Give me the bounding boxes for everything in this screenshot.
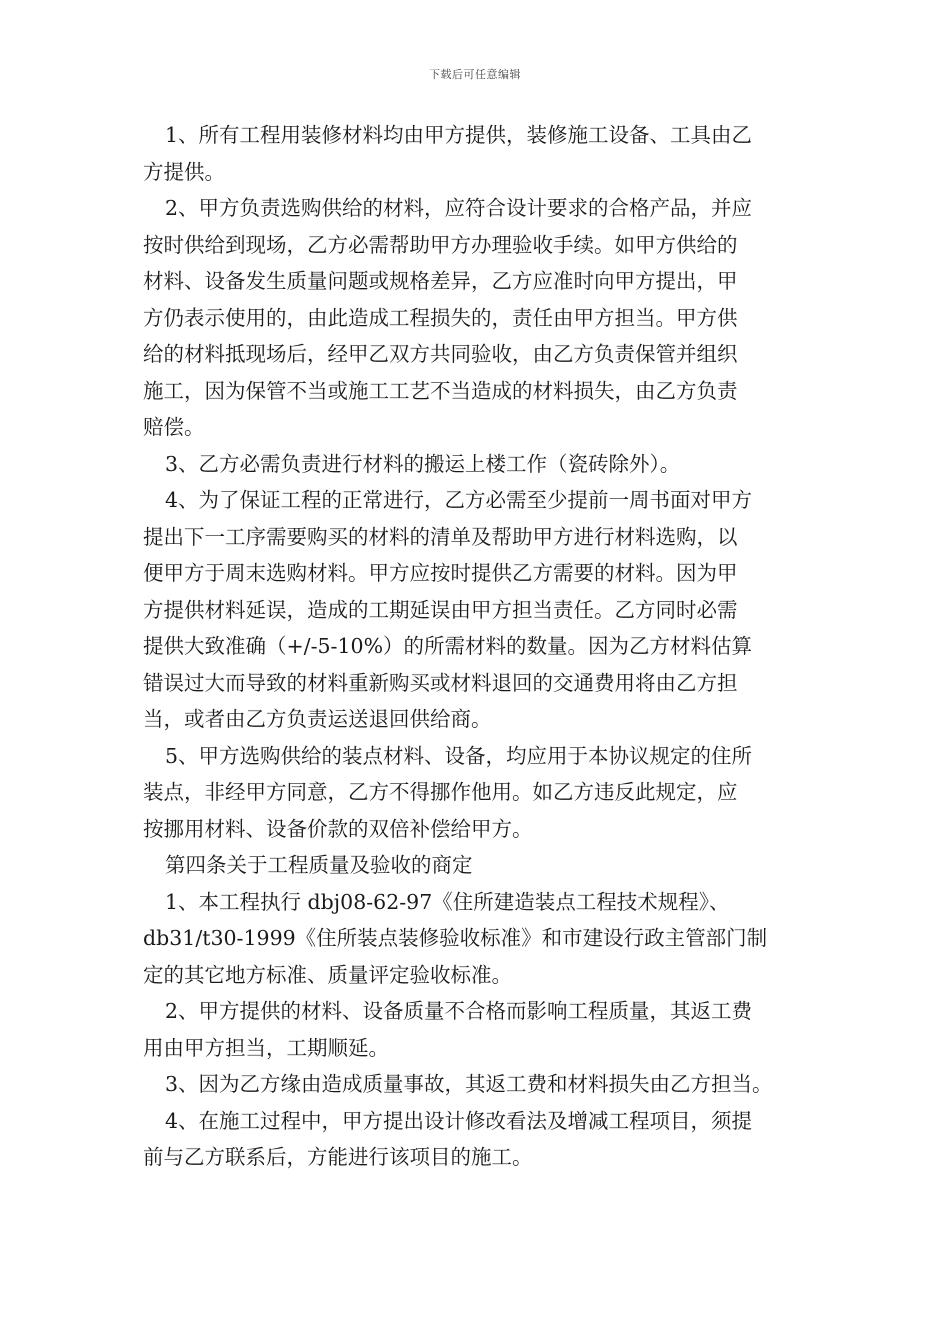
paragraph-line: 3、因为乙方缘由造成质量事故，其返工费和材料损失由乙方担当。 <box>165 1072 773 1096</box>
paragraph-line: 给的材料抵现场后，经甲乙双方共同验收，由乙方负责保管并组织 <box>143 342 738 366</box>
paragraph-line: 便甲方于周末选购材料。甲方应按时提供乙方需要的材料。因为甲 <box>143 561 738 585</box>
paragraph <box>143 884 808 994</box>
paragraph-line: 当，或者由乙方负责运送退回供给商。 <box>143 707 492 731</box>
paragraph-line: 2、甲方负责选购供给的材料，应符合设计要求的合格产品，并应 <box>165 196 753 220</box>
paragraph-line: 方提供。 <box>143 159 225 184</box>
paragraph-line: 4、为了保证工程的正常进行，乙方必需至少提前一周书面对甲方 <box>165 488 753 512</box>
paragraph-line: 3、乙方必需负责进行材料的搬运上楼工作（瓷砖除外）。 <box>165 451 681 476</box>
paragraph-line: 提供大致准确（+/-5-10%）的所需材料的数量。因为乙方材料估算 <box>143 634 753 658</box>
paragraph-line: db31/t30-1999《住所装点装修验收标准》和市建设行政主管部门制 <box>143 926 768 950</box>
paragraph-line: 方提供材料延误，造成的工期延误由甲方担当责任。乙方同时必需 <box>143 597 738 622</box>
paragraph-line: 按挪用材料、设备价款的双倍补偿给甲方。 <box>143 816 533 841</box>
paragraph-line: 1、所有工程用装修材料均由甲方提供，装修施工设备、工具由乙 <box>165 123 753 147</box>
paragraph-line: 装点，非经甲方同意，乙方不得挪作他用。如乙方违反此规定，应 <box>143 780 738 804</box>
paragraph-line: 赔偿。 <box>143 415 205 439</box>
paragraph-line: 第四条关于工程质量及验收的商定 <box>165 853 473 877</box>
paragraph-line: 提出下一工序需要购买的材料的清单及帮助甲方进行材料选购，以 <box>143 524 738 549</box>
paragraph-line: 定的其它地方标准、质量评定验收标准。 <box>143 962 512 987</box>
paragraph-line: 用由甲方担当，工期顺延。 <box>143 1035 389 1060</box>
paragraph-line: 4、在施工过程中，甲方提出设计修改看法及增减工程项目，须提 <box>165 1108 753 1133</box>
paragraph-line: 错误过大而导致的材料重新购买或材料退回的交通费用将由乙方担 <box>143 670 738 695</box>
paragraph <box>143 738 808 848</box>
paragraph <box>143 993 808 1066</box>
paragraph <box>143 1103 808 1176</box>
paragraph-line: 材料、设备发生质量问题或规格差异，乙方应准时向甲方提出，甲 <box>143 269 738 293</box>
paragraph <box>143 446 808 483</box>
paragraph-line: 方仍表示使用的，由此造成工程损失的，责任由甲方担当。甲方供 <box>143 305 738 330</box>
paragraph-line: 施工，因为保管不当或施工工艺不当造成的材料损失，由乙方负责 <box>143 378 738 403</box>
paragraph <box>143 190 808 446</box>
paragraph-line: 5、甲方选购供给的装点材料、设备，均应用于本协议规定的住所 <box>165 743 753 768</box>
document-body <box>143 117 808 1176</box>
paragraph-line: 按时供给到现场，乙方必需帮助甲方办理验收手续。如甲方供给的 <box>143 232 738 257</box>
paragraph-line: 2、甲方提供的材料、设备质量不合格而影响工程质量，其返工费 <box>165 999 753 1023</box>
paragraph <box>143 117 808 190</box>
paragraph-line: 1、本工程执行 dbj08-62-97《住所建造装点工程技术规程》、 <box>165 889 730 914</box>
page-header: 下载后可任意编辑 <box>429 68 521 81</box>
paragraph-line: 前与乙方联系后，方能进行该项目的施工。 <box>143 1145 533 1169</box>
paragraph <box>143 847 808 884</box>
paragraph <box>143 1066 808 1103</box>
paragraph <box>143 482 808 738</box>
